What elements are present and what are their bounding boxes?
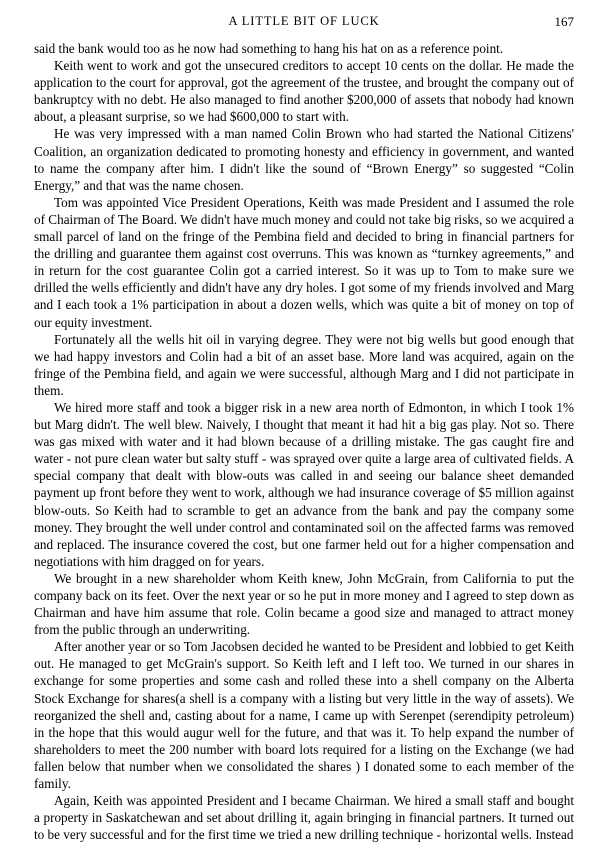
page-number: 167 xyxy=(554,14,574,29)
paragraph: Fortunately all the wells hit oil in varying degree. They were not big wells but good enough that we had happy investors and Colin had a bit of an asset base. More land was acquired, again on the fringe of the Pembina field, and again we were successful, although Marg and I did not participate in them. xyxy=(34,331,574,398)
paragraph: He was very impressed with a man named Colin Brown who had started the National Citizens' Coalition, an organization dedicated to promoting honesty and efficiency in government, and wanted to name the company after him. I didn't like the sound of “Brown Energy” so suggested “Colin Energy,” and that was the name chosen. xyxy=(34,126,574,193)
paragraph: Tom was appointed Vice President Operations, Keith was made President and I assumed the role of Chairman of The Board. We didn't have much money and could not take big risks, so we acquired a small parcel of land on the fringe of the Pembina field and decided to bring in financial partners for the drilling and guarantee them against cost overruns. This was known as “turnkey agreements,” and in return for the cost guarantee Colin got a carried interest. So it was up to Tom to make sure we drilled the wells efficiently and didn't have any dry holes. I got some of my friends involved and Marg and I each took a 1% participation in about a dozen wells, which was quite a bit of money on top of our equity investment. xyxy=(34,194,574,330)
book-title: A LITTLE BIT OF LUCK xyxy=(228,14,380,28)
paragraph: said the bank would too as he now had something to hang his hat on as a reference point. xyxy=(34,41,504,56)
paragraph: We hired more staff and took a bigger risk in a new area north of Edmonton, in which I took 1% but Marg didn't. The well blew. Naively, I thought that meant it had hit a big gas play. Not so. There was gas mixed with water and it had blown because of a drilling mistake. The gas caught fire and water - not pure clean water but salty stuff - was sprayed over quite a large area of cultivated fields. A special company that dealt with blow-outs was called in and seeing our balance sheet demanded payment up front before they went to work, although we had insurance coverage of $5 million against blow-outs. So Keith had to scramble to get an advance from the bank and pay the company some money. They brought the well under control and contaminated soil on the affected farms was removed and replaced. The insurance covered the cost, but one farmer held out for a higher compensation and negotiations with him dragged on for years. xyxy=(34,399,574,569)
paragraph: We brought in a new shareholder whom Keith knew, John McGrain, from California to put the company back on its feet. Over the next year or so he put in more money and I agreed to step down as Chairman and have him assume that role. Colin became a good size and managed to attract money from the public through an underwriting. xyxy=(34,570,574,638)
paragraph: After another year or so Tom Jacobsen decided he wanted to be President and lobbied to get Keith out. He managed to get McGrain's support. So Keith left and I left too. We turned in our shares in exchange for some properties and some cash and rolled these into a shell company on the Alberta Stock Exchange for shares(a shell is a company with a listing but very little in the way of assets). We reorganized the shell and, casting about for a name, I came up with Serenpet (serendipity petroleum) in the hope that this would augur well for the future, and that was it. To help expand the number of shareholders to meet the 200 number with board lots required for a listing on the Exchange (we had fallen below that number when we consolidated the shares ) I donated some to each member of the family. xyxy=(34,639,574,792)
running-head xyxy=(34,14,574,36)
paragraph: Again, Keith was appointed President and I became Chairman. We hired a small staff and bought a property in Saskatchewan and set about drilling it, again bringing in financial partners. It turned out to be very successful and for the first time we tried a new drilling technique - horizontal wells. Instead xyxy=(34,793,574,843)
body-text xyxy=(34,40,574,843)
paragraph: Keith went to work and got the unsecured creditors to accept 10 cents on the dollar. He made the application to the court for approval, got the agreement of the trustee, and brought the company out of bankruptcy with no debt. He also managed to find another $200,000 of assets that nobody had known about, a pleasant surprise, so we had $600,000 to start with. xyxy=(34,58,574,125)
